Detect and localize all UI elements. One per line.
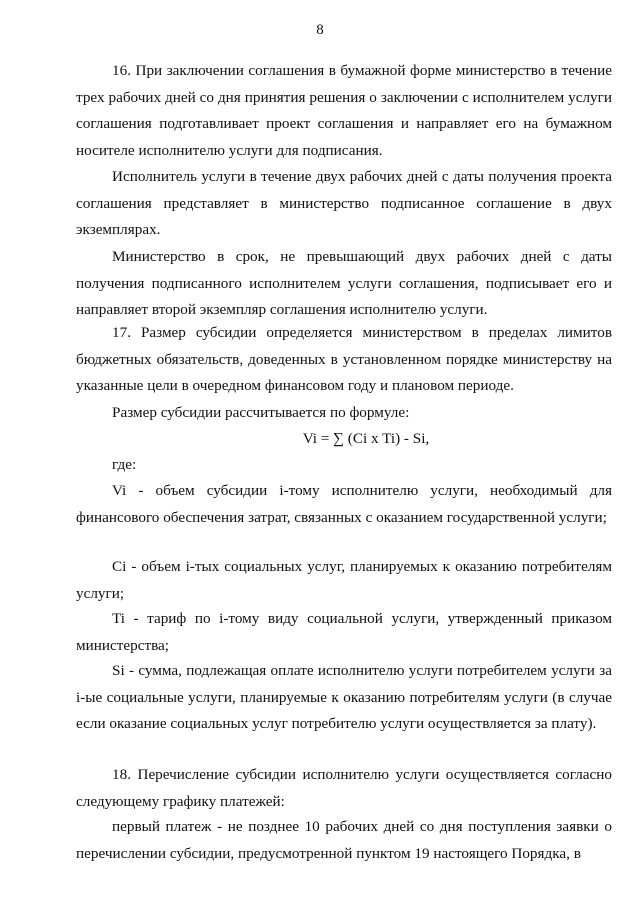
formula-where-label: где: (112, 456, 137, 473)
definition-si: Si - сумма, подлежащая оплате исполнителю услуги потребителем услуги за i-ые социальные услуги, планируемые к оказанию потребителям услуги (в случае если оказание социальных услуг потребителю услуги осуществляется за плату). (76, 662, 612, 733)
paragraph-first-payment: первый платеж - не позднее 10 рабочих дней со дня поступления заявки о перечислении субсидии, предусмотренной пунктом 19 настоящего Порядка, в (76, 818, 612, 862)
definition-ti: Ti - тариф по i-тому виду социальной услуги, утвержденный приказом министерства; (76, 610, 612, 654)
paragraph-16-agreement-paper: 16. При заключении соглашения в бумажной форме министерство в течение трех рабочих дней со дня принятия решения о заключении с исполнителем услуги соглашения подготавливает проект соглашения и направляет его на бумажном носителе исполнителю услуги для подписания. (76, 62, 612, 159)
definition-ci: Ci - объем i-тых социальных услуг, планируемых к оказанию потребителям услуги; (76, 558, 612, 602)
definition-vi: Vi - объем субсидии i-тому исполнителю услуги, необходимый для финансового обеспечения затрат, связанных с оказанием государственной услуги; (76, 482, 612, 526)
paragraph-formula-intro: Размер субсидии рассчитывается по формуле: (112, 404, 410, 421)
paragraph-ministry-signs: Министерство в срок, не превышающий двух рабочих дней с даты получения подписанного исполнителем услуги соглашения, подписывает его и направляет второй экземпляр соглашения исполнителю услуги. (76, 248, 612, 319)
page-number: 8 (316, 22, 324, 38)
paragraph-17-subsidy-size: 17. Размер субсидии определяется министерством в пределах лимитов бюджетных обязательств, доведенных в установленном порядке министерству на указанные цели в очередном финансовом году и плановом периоде. (76, 324, 612, 395)
paragraph-executor-signs: Исполнитель услуги в течение двух рабочих дней с даты получения проекта соглашения представляет в министерство подписанное соглашение в двух экземплярах. (76, 168, 612, 239)
subsidy-formula: Vi = ∑ (Ci x Ti) - Si, (302, 430, 430, 447)
paragraph-18-transfer-schedule: 18. Перечисление субсидии исполнителю услуги осуществляется согласно следующему графику платежей: (76, 766, 612, 810)
